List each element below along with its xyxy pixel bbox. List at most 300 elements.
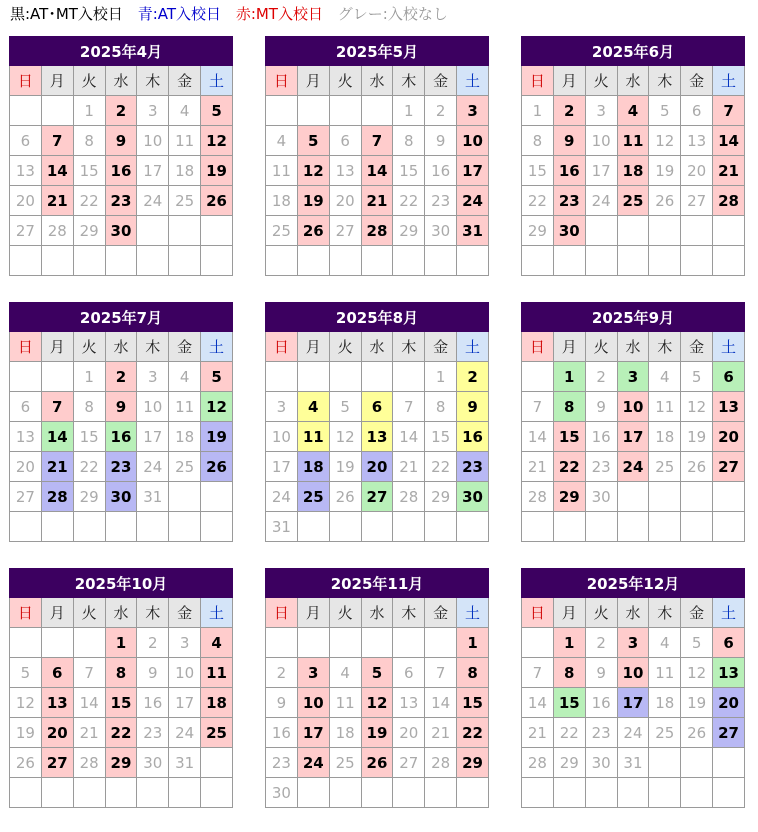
- day-cell: 10: [266, 422, 298, 452]
- day-cell: 23: [105, 186, 137, 216]
- day-cell: 11: [297, 422, 329, 452]
- day-cell: 12: [329, 422, 361, 452]
- day-cell: 22: [553, 452, 585, 482]
- day-cell: 8: [553, 658, 585, 688]
- month-calendar: [265, 302, 489, 542]
- day-cell: 16: [553, 156, 585, 186]
- day-cell: 6: [393, 658, 425, 688]
- weekday-header: 木: [649, 332, 681, 362]
- month-title: 2025年7月: [10, 303, 233, 332]
- day-cell: 19: [681, 688, 713, 718]
- day-cell: 7: [41, 126, 73, 156]
- day-cell: 8: [522, 126, 554, 156]
- day-cell: 25: [649, 452, 681, 482]
- day-cell: 13: [361, 422, 393, 452]
- day-cell: 8: [105, 658, 137, 688]
- day-cell: 21: [73, 718, 105, 748]
- day-cell: 10: [169, 658, 201, 688]
- weekday-header: 火: [73, 598, 105, 628]
- day-cell: 11: [329, 688, 361, 718]
- day-cell: 5: [329, 392, 361, 422]
- day-cell: 24: [137, 186, 169, 216]
- weekday-header: 日: [266, 66, 298, 96]
- day-cell: 10: [297, 688, 329, 718]
- day-cell: 23: [425, 186, 457, 216]
- day-cell: 12: [649, 126, 681, 156]
- weekday-header: 金: [169, 598, 201, 628]
- empty-cell: [681, 482, 713, 512]
- day-cell: 18: [201, 688, 233, 718]
- empty-cell: [266, 246, 298, 276]
- empty-cell: [73, 512, 105, 542]
- empty-cell: [169, 512, 201, 542]
- day-cell: 7: [522, 392, 554, 422]
- weekday-header: 水: [105, 598, 137, 628]
- day-cell: 31: [266, 512, 298, 542]
- day-cell: 23: [585, 718, 617, 748]
- day-cell: 7: [425, 658, 457, 688]
- day-cell: 29: [105, 748, 137, 778]
- empty-cell: [137, 216, 169, 246]
- month-title: 2025年10月: [10, 569, 233, 598]
- day-cell: 18: [297, 452, 329, 482]
- day-cell: 8: [553, 392, 585, 422]
- empty-cell: [169, 778, 201, 808]
- empty-cell: [681, 216, 713, 246]
- empty-cell: [329, 362, 361, 392]
- empty-cell: [137, 778, 169, 808]
- day-cell: 16: [137, 688, 169, 718]
- day-cell: 8: [393, 126, 425, 156]
- day-cell: 23: [266, 748, 298, 778]
- weekday-header: 金: [425, 598, 457, 628]
- weekday-header: 土: [713, 598, 745, 628]
- empty-cell: [522, 512, 554, 542]
- day-cell: 1: [73, 96, 105, 126]
- empty-cell: [457, 246, 489, 276]
- empty-cell: [617, 216, 649, 246]
- day-cell: 12: [10, 688, 42, 718]
- day-cell: 30: [585, 748, 617, 778]
- day-cell: 22: [425, 452, 457, 482]
- day-cell: 30: [137, 748, 169, 778]
- day-cell: 14: [73, 688, 105, 718]
- day-cell: 5: [361, 658, 393, 688]
- empty-cell: [297, 512, 329, 542]
- day-cell: 1: [425, 362, 457, 392]
- empty-cell: [553, 778, 585, 808]
- weekday-header: 日: [10, 332, 42, 362]
- empty-cell: [10, 96, 42, 126]
- empty-cell: [329, 512, 361, 542]
- empty-cell: [457, 512, 489, 542]
- day-cell: 25: [329, 748, 361, 778]
- empty-cell: [361, 778, 393, 808]
- day-cell: 26: [681, 452, 713, 482]
- weekday-header: 火: [329, 598, 361, 628]
- day-cell: 1: [553, 628, 585, 658]
- weekday-header: 日: [522, 66, 554, 96]
- weekday-header: 水: [105, 332, 137, 362]
- weekday-header: 土: [713, 66, 745, 96]
- day-cell: 27: [361, 482, 393, 512]
- day-cell: 20: [10, 186, 42, 216]
- day-cell: 7: [393, 392, 425, 422]
- empty-cell: [553, 512, 585, 542]
- day-cell: 14: [522, 688, 554, 718]
- day-cell: 22: [457, 718, 489, 748]
- weekday-header: 木: [393, 66, 425, 96]
- day-cell: 6: [681, 96, 713, 126]
- empty-cell: [393, 246, 425, 276]
- empty-cell: [649, 216, 681, 246]
- empty-cell: [297, 362, 329, 392]
- empty-cell: [713, 748, 745, 778]
- month-calendar: [9, 568, 233, 808]
- day-cell: 21: [713, 156, 745, 186]
- day-cell: 17: [457, 156, 489, 186]
- legend: [10, 3, 458, 25]
- empty-cell: [361, 628, 393, 658]
- day-cell: 26: [681, 718, 713, 748]
- day-cell: 3: [585, 96, 617, 126]
- day-cell: 14: [393, 422, 425, 452]
- month-title: 2025年5月: [266, 37, 489, 66]
- month-calendar: [265, 568, 489, 808]
- day-cell: 22: [73, 186, 105, 216]
- day-cell: 2: [105, 96, 137, 126]
- day-cell: 31: [169, 748, 201, 778]
- day-cell: 9: [553, 126, 585, 156]
- day-cell: 12: [681, 392, 713, 422]
- day-cell: 2: [425, 96, 457, 126]
- day-cell: 13: [10, 156, 42, 186]
- month-calendar: [265, 36, 489, 276]
- day-cell: 13: [681, 126, 713, 156]
- day-cell: 3: [169, 628, 201, 658]
- day-cell: 25: [169, 452, 201, 482]
- legend-none: グレー:入校なし: [337, 5, 448, 23]
- weekday-header: 火: [73, 66, 105, 96]
- day-cell: 31: [457, 216, 489, 246]
- day-cell: 29: [522, 216, 554, 246]
- day-cell: 22: [105, 718, 137, 748]
- empty-cell: [393, 512, 425, 542]
- weekday-header: 木: [649, 598, 681, 628]
- day-cell: 1: [105, 628, 137, 658]
- day-cell: 27: [10, 482, 42, 512]
- empty-cell: [361, 96, 393, 126]
- empty-cell: [137, 246, 169, 276]
- day-cell: 15: [393, 156, 425, 186]
- empty-cell: [393, 362, 425, 392]
- day-cell: 11: [266, 156, 298, 186]
- empty-cell: [425, 512, 457, 542]
- day-cell: 2: [105, 362, 137, 392]
- weekday-header: 木: [137, 66, 169, 96]
- weekday-header: 月: [553, 598, 585, 628]
- empty-cell: [522, 628, 554, 658]
- day-cell: 11: [169, 126, 201, 156]
- empty-cell: [201, 216, 233, 246]
- day-cell: 4: [649, 628, 681, 658]
- day-cell: 12: [201, 126, 233, 156]
- day-cell: 2: [457, 362, 489, 392]
- day-cell: 9: [105, 392, 137, 422]
- day-cell: 18: [169, 156, 201, 186]
- empty-cell: [329, 246, 361, 276]
- day-cell: 28: [73, 748, 105, 778]
- day-cell: 20: [329, 186, 361, 216]
- day-cell: 30: [457, 482, 489, 512]
- empty-cell: [329, 778, 361, 808]
- empty-cell: [41, 246, 73, 276]
- day-cell: 9: [425, 126, 457, 156]
- day-cell: 29: [457, 748, 489, 778]
- day-cell: 28: [393, 482, 425, 512]
- empty-cell: [585, 216, 617, 246]
- day-cell: 26: [329, 482, 361, 512]
- day-cell: 17: [266, 452, 298, 482]
- day-cell: 13: [10, 422, 42, 452]
- day-cell: 30: [266, 778, 298, 808]
- day-cell: 1: [73, 362, 105, 392]
- empty-cell: [393, 778, 425, 808]
- day-cell: 27: [41, 748, 73, 778]
- month-calendar: [521, 302, 745, 542]
- weekday-header: 水: [105, 66, 137, 96]
- empty-cell: [522, 362, 554, 392]
- day-cell: 15: [553, 688, 585, 718]
- empty-cell: [649, 512, 681, 542]
- day-cell: 29: [73, 482, 105, 512]
- empty-cell: [105, 512, 137, 542]
- weekday-header: 火: [585, 332, 617, 362]
- day-cell: 15: [425, 422, 457, 452]
- day-cell: 30: [105, 482, 137, 512]
- day-cell: 21: [425, 718, 457, 748]
- empty-cell: [329, 628, 361, 658]
- day-cell: 16: [105, 156, 137, 186]
- day-cell: 4: [329, 658, 361, 688]
- day-cell: 12: [297, 156, 329, 186]
- weekday-header: 日: [266, 598, 298, 628]
- empty-cell: [169, 482, 201, 512]
- month-calendar: [521, 568, 745, 808]
- day-cell: 11: [169, 392, 201, 422]
- weekday-header: 木: [137, 332, 169, 362]
- day-cell: 22: [553, 718, 585, 748]
- day-cell: 27: [681, 186, 713, 216]
- day-cell: 28: [41, 216, 73, 246]
- empty-cell: [617, 482, 649, 512]
- day-cell: 31: [137, 482, 169, 512]
- day-cell: 19: [649, 156, 681, 186]
- weekday-header: 金: [681, 598, 713, 628]
- empty-cell: [201, 512, 233, 542]
- empty-cell: [201, 778, 233, 808]
- day-cell: 23: [137, 718, 169, 748]
- legend-at: 青:AT入校日: [137, 5, 222, 23]
- day-cell: 4: [297, 392, 329, 422]
- day-cell: 8: [73, 126, 105, 156]
- day-cell: 27: [10, 216, 42, 246]
- day-cell: 8: [457, 658, 489, 688]
- day-cell: 5: [201, 96, 233, 126]
- empty-cell: [585, 246, 617, 276]
- day-cell: 2: [585, 362, 617, 392]
- day-cell: 20: [713, 688, 745, 718]
- day-cell: 11: [617, 126, 649, 156]
- empty-cell: [681, 748, 713, 778]
- weekday-header: 木: [393, 332, 425, 362]
- day-cell: 6: [713, 362, 745, 392]
- day-cell: 16: [457, 422, 489, 452]
- weekday-header: 金: [169, 66, 201, 96]
- weekday-header: 月: [553, 332, 585, 362]
- day-cell: 16: [266, 718, 298, 748]
- day-cell: 13: [393, 688, 425, 718]
- month-title: 2025年11月: [266, 569, 489, 598]
- day-cell: 2: [553, 96, 585, 126]
- day-cell: 6: [10, 126, 42, 156]
- day-cell: 26: [649, 186, 681, 216]
- day-cell: 27: [713, 452, 745, 482]
- day-cell: 25: [266, 216, 298, 246]
- day-cell: 21: [522, 452, 554, 482]
- day-cell: 17: [137, 156, 169, 186]
- day-cell: 6: [713, 628, 745, 658]
- day-cell: 11: [649, 658, 681, 688]
- empty-cell: [329, 96, 361, 126]
- empty-cell: [425, 778, 457, 808]
- empty-cell: [585, 778, 617, 808]
- empty-cell: [10, 362, 42, 392]
- day-cell: 14: [522, 422, 554, 452]
- day-cell: 24: [169, 718, 201, 748]
- day-cell: 24: [266, 482, 298, 512]
- month-calendar: [9, 302, 233, 542]
- day-cell: 9: [457, 392, 489, 422]
- empty-cell: [169, 246, 201, 276]
- empty-cell: [649, 246, 681, 276]
- weekday-header: 金: [425, 66, 457, 96]
- day-cell: 20: [393, 718, 425, 748]
- day-cell: 6: [361, 392, 393, 422]
- weekday-header: 日: [266, 332, 298, 362]
- day-cell: 17: [617, 422, 649, 452]
- day-cell: 4: [169, 362, 201, 392]
- weekday-header: 金: [425, 332, 457, 362]
- day-cell: 19: [201, 156, 233, 186]
- day-cell: 5: [201, 362, 233, 392]
- day-cell: 9: [137, 658, 169, 688]
- month-title: 2025年6月: [522, 37, 745, 66]
- day-cell: 19: [681, 422, 713, 452]
- weekday-header: 水: [361, 332, 393, 362]
- weekday-header: 土: [201, 66, 233, 96]
- empty-cell: [201, 748, 233, 778]
- day-cell: 13: [713, 658, 745, 688]
- day-cell: 29: [553, 748, 585, 778]
- day-cell: 11: [201, 658, 233, 688]
- day-cell: 10: [137, 392, 169, 422]
- day-cell: 27: [393, 748, 425, 778]
- weekday-header: 水: [361, 598, 393, 628]
- weekday-header: 日: [522, 598, 554, 628]
- day-cell: 19: [10, 718, 42, 748]
- weekday-header: 火: [585, 66, 617, 96]
- empty-cell: [617, 778, 649, 808]
- day-cell: 10: [457, 126, 489, 156]
- day-cell: 14: [41, 156, 73, 186]
- day-cell: 2: [585, 628, 617, 658]
- day-cell: 28: [41, 482, 73, 512]
- day-cell: 14: [361, 156, 393, 186]
- day-cell: 18: [617, 156, 649, 186]
- empty-cell: [649, 748, 681, 778]
- day-cell: 29: [553, 482, 585, 512]
- legend-mt: 赤:MT入校日: [235, 5, 323, 23]
- day-cell: 26: [201, 452, 233, 482]
- day-cell: 5: [649, 96, 681, 126]
- month-title: 2025年8月: [266, 303, 489, 332]
- weekday-header: 土: [457, 598, 489, 628]
- day-cell: 3: [266, 392, 298, 422]
- weekday-header: 木: [393, 598, 425, 628]
- day-cell: 14: [713, 126, 745, 156]
- day-cell: 20: [41, 718, 73, 748]
- day-cell: 24: [457, 186, 489, 216]
- day-cell: 3: [137, 362, 169, 392]
- day-cell: 18: [649, 422, 681, 452]
- day-cell: 9: [585, 392, 617, 422]
- day-cell: 20: [10, 452, 42, 482]
- day-cell: 3: [297, 658, 329, 688]
- day-cell: 4: [649, 362, 681, 392]
- day-cell: 29: [73, 216, 105, 246]
- day-cell: 15: [457, 688, 489, 718]
- day-cell: 1: [522, 96, 554, 126]
- day-cell: 18: [329, 718, 361, 748]
- day-cell: 25: [297, 482, 329, 512]
- day-cell: 17: [617, 688, 649, 718]
- empty-cell: [457, 778, 489, 808]
- day-cell: 26: [361, 748, 393, 778]
- day-cell: 15: [522, 156, 554, 186]
- day-cell: 14: [425, 688, 457, 718]
- day-cell: 26: [201, 186, 233, 216]
- day-cell: 18: [169, 422, 201, 452]
- empty-cell: [713, 778, 745, 808]
- day-cell: 16: [425, 156, 457, 186]
- empty-cell: [73, 778, 105, 808]
- day-cell: 23: [585, 452, 617, 482]
- weekday-header: 土: [713, 332, 745, 362]
- day-cell: 4: [266, 126, 298, 156]
- day-cell: 1: [393, 96, 425, 126]
- day-cell: 7: [73, 658, 105, 688]
- empty-cell: [713, 246, 745, 276]
- day-cell: 4: [169, 96, 201, 126]
- empty-cell: [10, 778, 42, 808]
- day-cell: 21: [361, 186, 393, 216]
- weekday-header: 月: [553, 66, 585, 96]
- weekday-header: 木: [649, 66, 681, 96]
- empty-cell: [41, 778, 73, 808]
- day-cell: 20: [361, 452, 393, 482]
- day-cell: 31: [617, 748, 649, 778]
